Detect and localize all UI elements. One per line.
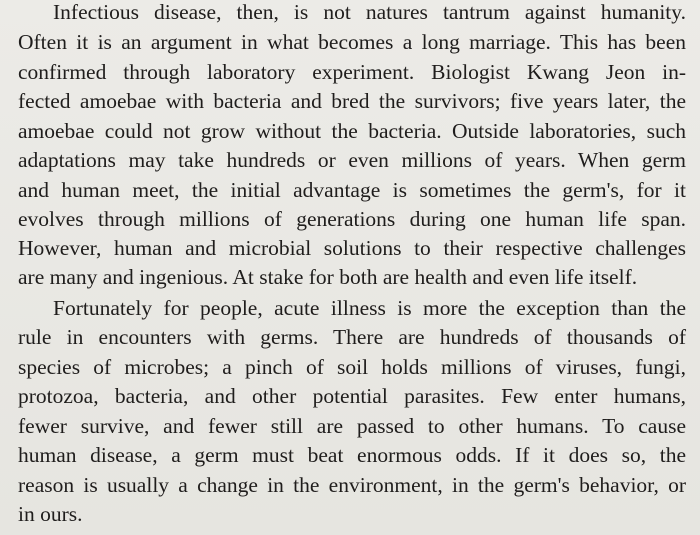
text-line: confirmed through laboratory experiment. Biologist Kwang Jeon in- bbox=[18, 60, 686, 84]
text-line: adaptations may take hundreds or even millions of years. When germ bbox=[18, 148, 686, 172]
text-line: species of microbes; a pinch of soil holds millions of viruses, fungi, bbox=[18, 355, 686, 379]
text-line: amoebae could not grow without the bacteria. Outside laboratories, such bbox=[18, 119, 686, 143]
text-line: reason is usually a change in the environment, in the germ's behavior, or bbox=[18, 473, 686, 497]
text-line: Often it is an argument in what becomes a long marriage. This has been bbox=[18, 30, 686, 54]
text-line: rule in encounters with germs. There are hundreds of thousands of bbox=[18, 325, 686, 349]
text-line: in ours. bbox=[18, 502, 83, 526]
text-line: and human meet, the initial advantage is sometimes the germ's, for it bbox=[18, 178, 686, 202]
text-line: However, human and microbial solutions to their respective challenges bbox=[18, 236, 686, 260]
text-line: fewer survive, and fewer still are passed to other humans. To cause bbox=[18, 414, 686, 438]
text-line: fected amoebae with bacteria and bred the survivors; five years later, the bbox=[18, 89, 686, 113]
text-line: Infectious disease, then, is not natures tantrum against humanity. bbox=[53, 0, 686, 24]
text-line: protozoa, bacteria, and other potential parasites. Few enter humans, bbox=[18, 384, 686, 408]
text-line: evolves through millions of generations during one human life span. bbox=[18, 207, 686, 231]
text-line: Fortunately for people, acute illness is more the exception than the bbox=[53, 296, 686, 320]
text-line: human disease, a germ must beat enormous odds. If it does so, the bbox=[18, 443, 686, 467]
text-line: are many and ingenious. At stake for both are health and even life itself. bbox=[18, 265, 638, 289]
